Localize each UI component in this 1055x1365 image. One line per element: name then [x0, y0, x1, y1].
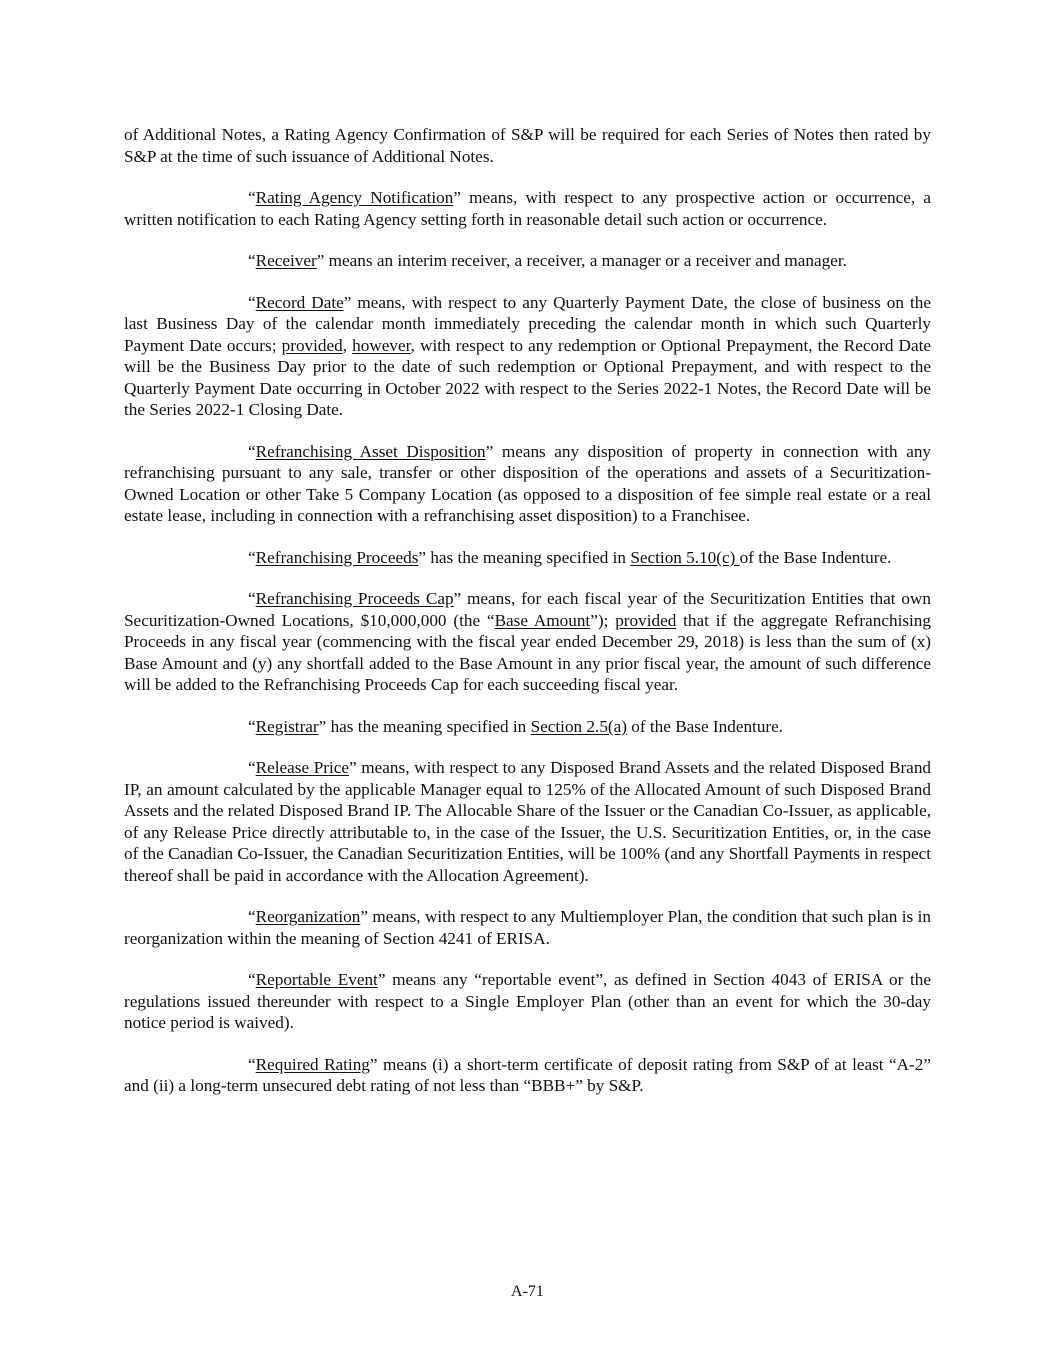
paragraph-text: ” means, with respect to any prospective action or occurrence, a written notification to each Rating Agency setting forth in reasonable detail such action or occurrence. [124, 188, 931, 229]
defined-term: Reorganization [255, 907, 361, 926]
defined-term: Registrar [255, 716, 319, 736]
defined-term: Refranchising Proceeds [255, 547, 419, 567]
defined-term: Section 5.10(c) [630, 547, 740, 567]
defined-term: provided [281, 335, 343, 355]
paragraph-text: “ [248, 716, 256, 736]
paragraph-text: of the Base Indenture. [627, 716, 784, 736]
paragraph-text: ” means any disposition of property in connection with any refranchising pursuant to any sale, transfer or other disposition of the operations and assets of a Securitization-Owned Location or other Take 5 Company Location (as opposed to a disposition of fee simple real estate or a real estate lease, including in connection with a refranchising asset disposition) to a Franchisee. [124, 441, 932, 525]
definition-registrar [124, 716, 931, 738]
definition-release-price [124, 757, 931, 886]
paragraph-text: of the Base Indenture. [739, 547, 892, 567]
definition-required-rating [124, 1054, 931, 1097]
defined-term: however [352, 335, 411, 355]
paragraph-text: ”); [590, 610, 616, 630]
document-body [124, 124, 931, 1117]
paragraph-text: “ [248, 547, 256, 567]
paragraph-text: ” means any “reportable event”, as defined in Section 4043 of ERISA or the regulations issued thereunder with respect to a Single Employer Plan (other than an event for which the 30-day notice period is waived). [124, 970, 931, 1032]
defined-term: Reportable Event [255, 970, 378, 989]
definition-reportable-event [124, 969, 931, 1034]
paragraph-text: “ [248, 188, 256, 207]
paragraph-text: ” has the meaning specified in [318, 716, 531, 736]
definition-rating-agency-notification [124, 187, 931, 230]
definition-refranchising-proceeds-cap [124, 588, 931, 696]
paragraph-text: of Additional Notes, a Rating Agency Confirmation of S&P will be required for each Series of Notes then rated by S&P at the time of such issuance of Additional Notes. [124, 125, 931, 166]
paragraph-text: “ [248, 758, 256, 777]
paragraph-text: , with respect to any redemption or Optional Prepayment, the Record Date will be the Business Day prior to the date of such redemption or Optional Prepayment, and with respect to the Quarterly Payment Date occurring in October 2022 with respect to the Series 2022-1 Notes, the Record Date will be the Series 2022-1 Closing Date. [124, 335, 932, 419]
defined-term: Refranchising Proceeds Cap [255, 589, 454, 608]
paragraph-text: “ [248, 251, 256, 270]
defined-term: Rating Agency Notification [255, 188, 454, 207]
defined-term: Base Amount [494, 610, 591, 630]
defined-term: Required Rating [255, 1054, 370, 1074]
definition-refranchising-asset-disposition [124, 441, 931, 527]
paragraph-text: “ [248, 970, 256, 989]
definition-receiver [124, 250, 931, 272]
paragraph-text: “ [248, 589, 256, 608]
definition-refranchising-proceeds [124, 547, 931, 569]
paragraph-text: ” has the meaning specified in [418, 547, 631, 567]
paragraph-text: ” means, with respect to any Disposed Brand Assets and the related Disposed Brand IP, an amount calculated by the applicable Manager equal to 125% of the Allocated Amount of such Disposed Brand Assets and the related Disposed Brand IP. The Allocable Share of the Issuer or the Canadian Co-Issuer, as applicable, of any Release Price directly attributable to, in the case of the Issuer, the U.S. Securitization Entities, or, in the case of the Canadian Co-Issuer, the Canadian Securitization Entities, will be 100% (and any Shortfall Payments in respect thereof shall be paid in accordance with the Allocation Agreement). [124, 758, 932, 885]
defined-term: provided [615, 610, 677, 630]
paragraph-text: “ [248, 1054, 256, 1074]
defined-term: Section 2.5(a) [530, 716, 627, 736]
paragraph-continuation [124, 124, 931, 167]
defined-term: Record Date [255, 292, 344, 312]
page-number: A-71 [511, 1283, 544, 1300]
paragraph-text: ” means, for each fiscal year of the Securitization Entities that own Securitization-Owned Locations, $10,000,000 (the “ [124, 589, 931, 630]
paragraph-text: “ [248, 441, 256, 461]
definition-reorganization [124, 906, 931, 949]
defined-term: Release Price [255, 758, 350, 777]
paragraph-text: “ [248, 292, 256, 312]
definition-record-date [124, 292, 931, 421]
paragraph-text: ” means (i) a short-term certificate of deposit rating from S&P of at least “A-2” and (ii) a long-term unsecured debt rating of not less than “BBB+” by S&P. [124, 1054, 931, 1095]
paragraph-text: , [342, 335, 353, 355]
paragraph-text: ” means, with respect to any Multiemployer Plan, the condition that such plan is in reorganization within the meaning of Section 4241 of ERISA. [124, 907, 931, 948]
paragraph-text: that if the aggregate Refranchising Proceeds in any fiscal year (commencing with the fiscal year ended December 29, 2018) is less than the sum of (x) Base Amount and (y) any shortfall added to the Base Amount in any prior fiscal year, the amount of such difference will be added to the Refranchising Proceeds Cap for each succeeding fiscal year. [124, 610, 931, 694]
paragraph-text: ” means, with respect to any Quarterly Payment Date, the close of business on the last Business Day of the calendar month immediately preceding the calendar month in which such Quarterly Payment Date occurs; [124, 292, 931, 355]
defined-term: Receiver [255, 251, 317, 270]
paragraph-text: ” means an interim receiver, a receiver, a manager or a receiver and manager. [316, 251, 847, 270]
paragraph-text: “ [248, 907, 256, 926]
defined-term: Refranchising Asset Disposition [255, 441, 486, 461]
